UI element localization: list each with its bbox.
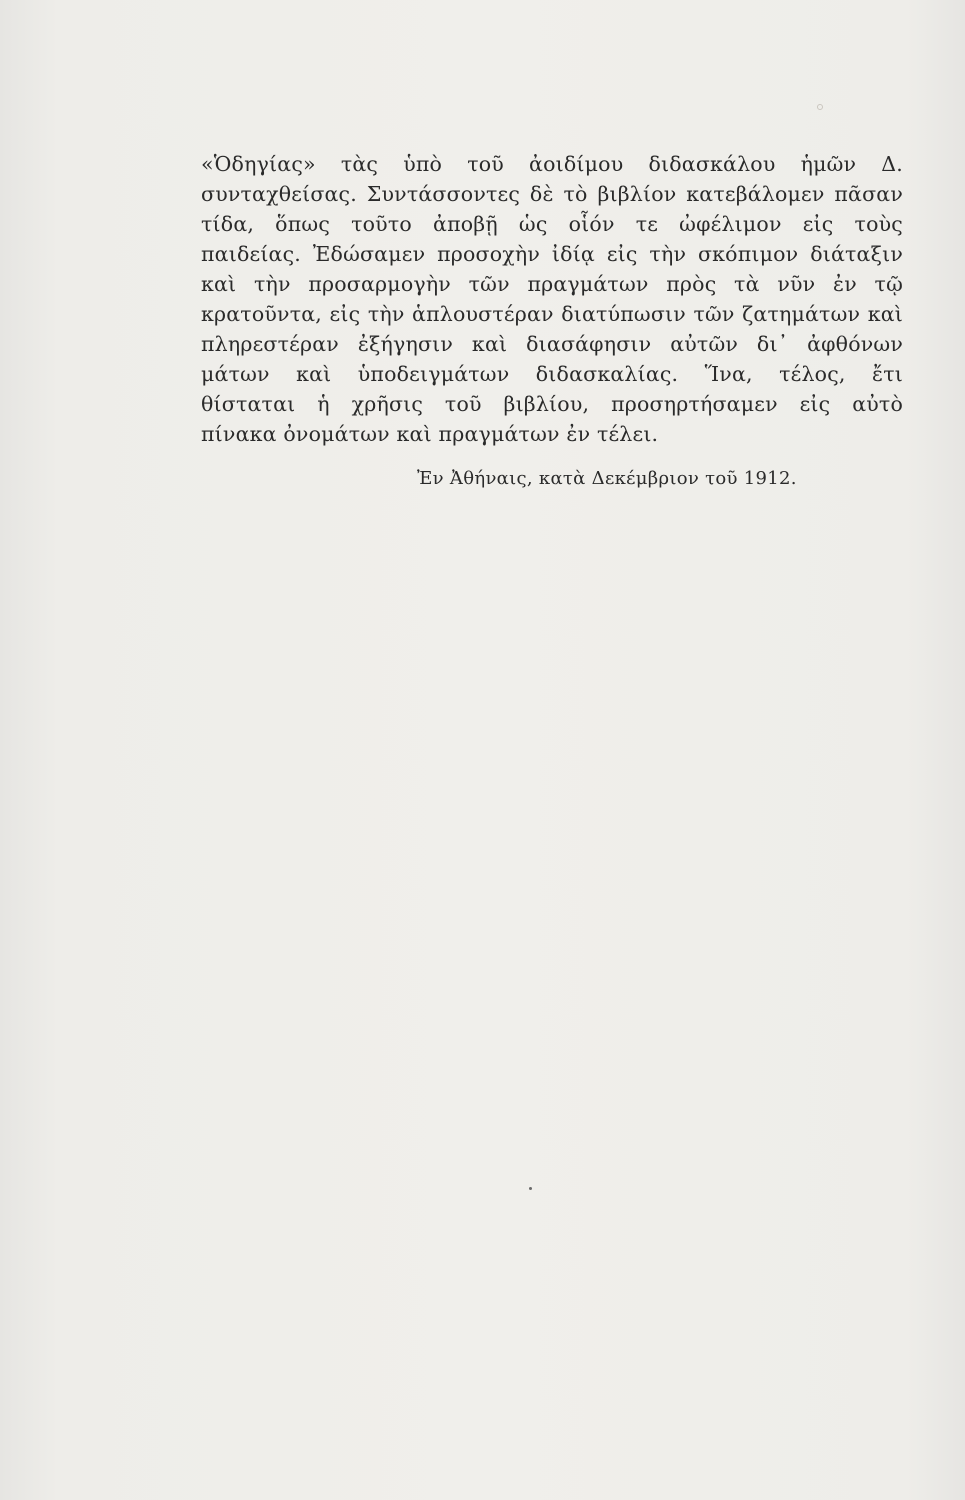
paragraph-line-10: πίνακα ὀνομάτων καὶ πραγμάτων ἐν τέλει. [201, 422, 659, 446]
paragraph-line-2: συνταχθείσας. Συντάσσοντες δὲ τὸ βιβλίον κατεβάλομεν πᾶσαν [201, 182, 903, 206]
paragraph-line-1: «Ὁδηγίας» τὰς ὑπὸ τοῦ ἀοιδίμου διδασκάλου ἡμῶν Δ. [201, 152, 903, 176]
paragraph-line-8: μάτων καὶ ὑποδειγμάτων διδασκαλίας. Ἵνα, τέλος, ἔτι [201, 362, 903, 386]
paper-mark [817, 104, 823, 110]
ink-speck [529, 1187, 532, 1190]
paragraph-line-7: πληρεστέραν ἐξήγησιν καὶ διασάφησιν αὐτῶν δι᾿ ἀφθόνων [201, 332, 903, 356]
paragraph-line-9: θίσταται ἡ χρῆσις τοῦ βιβλίου, προσηρτήσαμεν εἰς αὐτὸ [201, 392, 903, 416]
paragraph-line-3: τίδα, ὅπως τοῦτο ἀποβῇ ὡς οἷόν τε ὠφέλιμον εἰς τοὺς [201, 212, 903, 236]
paragraph-line-5: καὶ τὴν προσαρμογὴν τῶν πραγμάτων πρὸς τὰ νῦν ἐν τῷ [201, 272, 903, 296]
place-date-signature: Ἐν Ἀθήναις, κατὰ Δεκέμβριον τοῦ 1912. [417, 468, 797, 489]
paragraph-line-4: παιδείας. Ἐδώσαμεν προσοχὴν ἰδίᾳ εἰς τὴν σκόπιμον διάταξιν [201, 242, 903, 266]
paragraph-line-6: κρατοῦντα, εἰς τὴν ἁπλουστέραν διατύπωσιν τῶν ζατημάτων καὶ [201, 302, 903, 326]
